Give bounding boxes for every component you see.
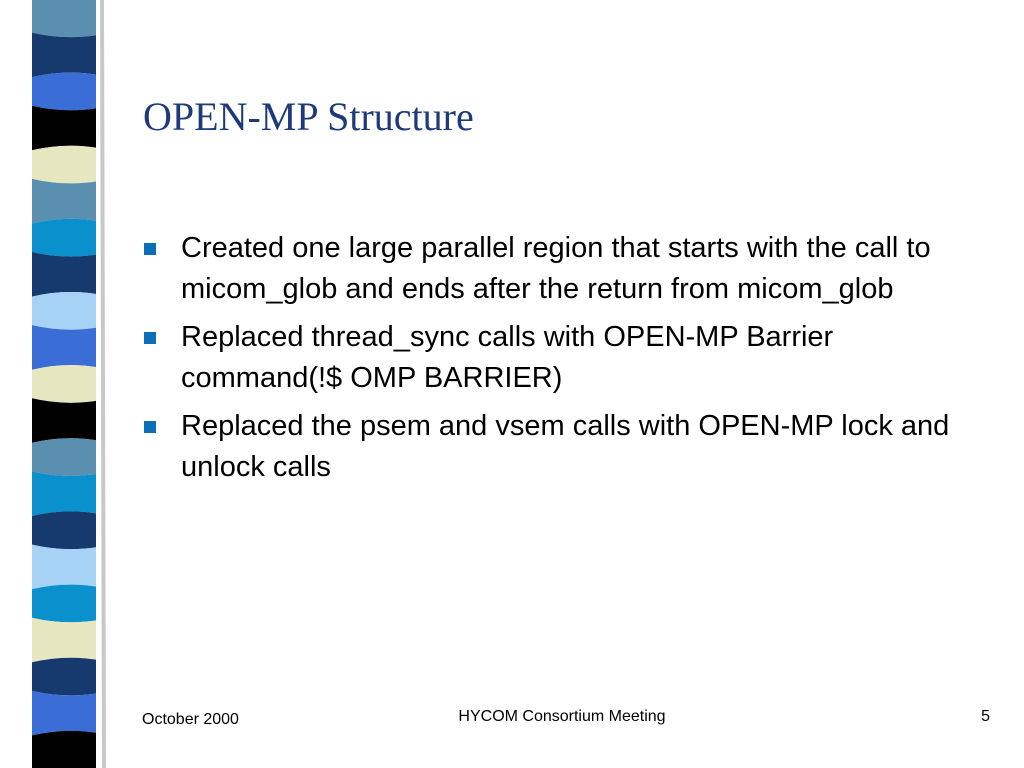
stripe-band bbox=[32, 33, 100, 78]
bullet-item bbox=[140, 406, 990, 488]
footer-title: HYCOM Consortium Meeting bbox=[458, 708, 666, 725]
stripe-band bbox=[32, 0, 100, 37]
footer-date: October 2000 bbox=[142, 711, 239, 728]
decorative-stripe bbox=[0, 0, 118, 768]
stripe-band bbox=[32, 618, 100, 663]
stripe-band bbox=[32, 292, 100, 330]
stripe-band bbox=[32, 658, 100, 696]
slide-title: OPEN-MP Structure bbox=[143, 94, 474, 139]
stripe-band bbox=[32, 691, 100, 736]
bullet-item bbox=[140, 317, 990, 399]
bullet-text: Replaced the psem and vsem calls with OPEN-MP lock and unlock calls bbox=[181, 410, 950, 483]
square-bullet-icon bbox=[144, 332, 156, 344]
stripe-band bbox=[32, 146, 100, 184]
stripe-band bbox=[32, 471, 100, 516]
bullet-text: Replaced thread_sync calls with OPEN-MP Barrier command(!$ OMP BARRIER) bbox=[181, 321, 834, 394]
stripe-band bbox=[32, 106, 100, 151]
stripe-band bbox=[32, 545, 100, 590]
stripe-band bbox=[32, 252, 100, 297]
bullet-item bbox=[140, 228, 990, 310]
bullet-list bbox=[140, 228, 990, 495]
stripe-band bbox=[32, 585, 100, 623]
square-bullet-icon bbox=[144, 243, 156, 255]
slide-number: 5 bbox=[981, 708, 990, 725]
stripe-band bbox=[32, 73, 100, 111]
stripe-band bbox=[32, 511, 100, 549]
stripe-band bbox=[32, 365, 100, 403]
stripe-band bbox=[32, 398, 100, 443]
bullet-text: Created one large parallel region that starts with the call to micom_glob and ends after the return from micom_glob bbox=[181, 232, 931, 305]
stripe-band bbox=[32, 325, 100, 370]
square-bullet-icon bbox=[144, 421, 156, 433]
stripe-band bbox=[32, 179, 100, 224]
stripe-band bbox=[32, 438, 100, 476]
stripe-band bbox=[32, 731, 100, 768]
stripe-band bbox=[32, 219, 100, 257]
